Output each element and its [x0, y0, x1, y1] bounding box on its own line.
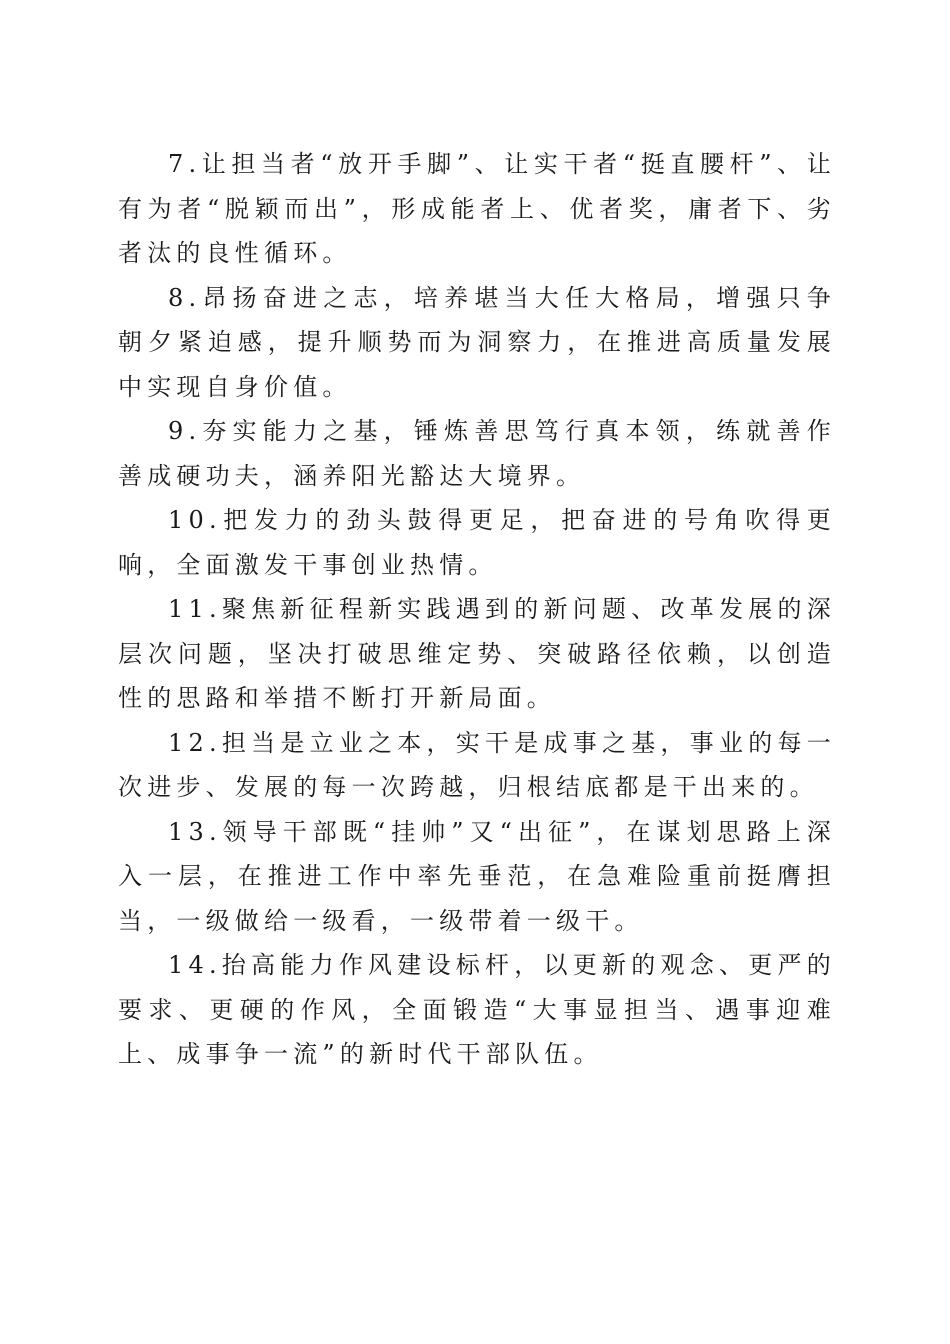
document-body	[118, 142, 836, 1077]
paragraph-8: 8.昂扬奋进之志，培养堪当大任大格局，增强只争朝夕紧迫感，提升顺势而为洞察力，在推进高质量发展中实现自身价值。	[118, 283, 836, 401]
paragraph-13: 13.领导干部既“挂帅”又“出征”，在谋划思路上深入一层，在推进工作中率先垂范，在急难险重前挺膺担当，一级做给一级看，一级带着一级干。	[118, 817, 836, 935]
paragraph-11: 11.聚焦新征程新实践遇到的新问题、改革发展的深层次问题，坚决打破思维定势、突破路径依赖，以创造性的思路和举措不断打开新局面。	[118, 595, 836, 712]
paragraph-10: 10.把发力的劲头鼓得更足，把奋进的号角吹得更响，全面激发干事创业热情。	[118, 506, 836, 579]
paragraph-7: 7.让担当者“放开手脚”、让实干者“挺直腰杆”、让有为者“脱颖而出”，形成能者上、优者奖，庸者下、劣者汰的良性循环。	[118, 150, 836, 267]
paragraph-12: 12.担当是立业之本，实干是成事之基，事业的每一次进步、发展的每一次跨越，归根结底都是干出来的。	[118, 728, 836, 801]
paragraph-14: 14.抬高能力作风建设标杆，以更新的观念、更严的要求、更硬的作风，全面锻造“大事显担当、遇事迎难上、成事争一流”的新时代干部队伍。	[118, 951, 836, 1068]
paragraph-9: 9.夯实能力之基，锤炼善思笃行真本领，练就善作善成硬功夫，涵养阳光豁达大境界。	[118, 417, 836, 490]
